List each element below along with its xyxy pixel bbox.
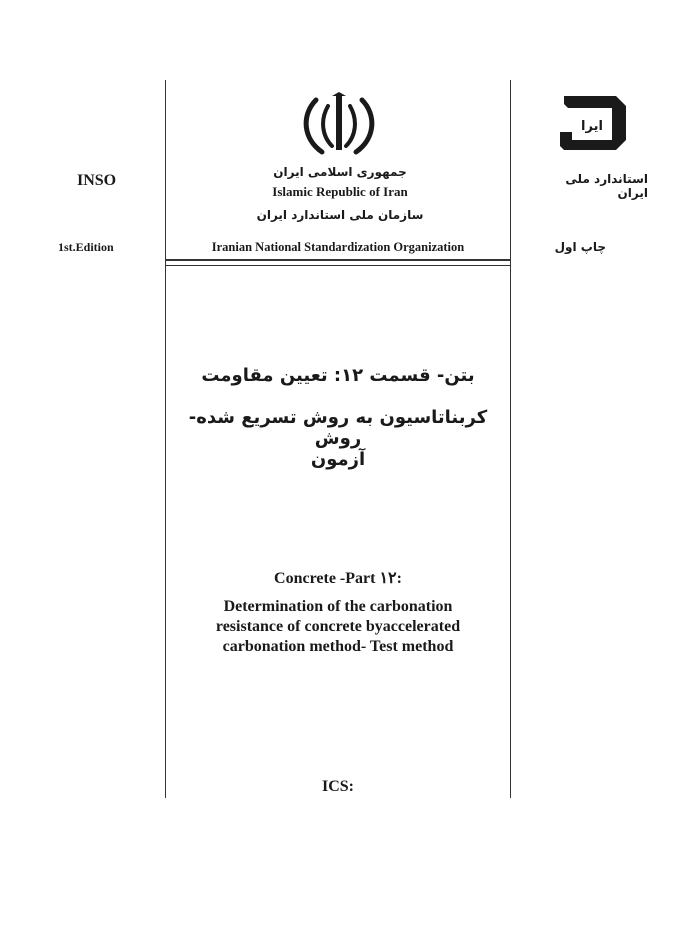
ics-label: ICS:	[321, 778, 354, 795]
iran-emblem-icon	[296, 92, 382, 158]
right-column-rule	[510, 80, 511, 798]
edition-fa: چاپ اول	[554, 240, 606, 254]
country-fa: جمهوری اسلامی ایران	[273, 165, 407, 179]
org-code: INSO	[77, 172, 117, 189]
title-en-line1: Determination of the carbonation	[223, 598, 453, 615]
header-rule	[166, 259, 511, 266]
title-fa-line3: آزمون	[310, 449, 366, 470]
iran-emblem	[296, 92, 382, 158]
left-column-rule	[165, 80, 166, 798]
isiri-logo	[556, 92, 632, 154]
title-fa-line2: کربناتاسیون به روش تسریع شده- روش	[188, 407, 488, 449]
title-en-line3: carbonation method- Test method	[222, 638, 454, 655]
title-fa-line1: بتن- قسمت ۱۲: تعیین مقاومت	[201, 365, 475, 386]
organization-en: Iranian National Standardization Organization	[211, 240, 465, 254]
title-en-part: Concrete -Part ۱۲:	[274, 570, 402, 587]
edition-en: 1st.Edition	[58, 240, 114, 254]
isiri-logo-icon	[556, 92, 632, 154]
country-en: Islamic Republic of Iran	[272, 184, 408, 199]
organization-fa: سازمان ملی استاندارد ایران	[256, 208, 424, 222]
standard-label-fa: استاندارد ملی ایران	[565, 172, 648, 200]
title-en-line2: resistance of concrete byaccelerated	[215, 618, 461, 635]
svg-text:ایرا: ایرا	[581, 119, 603, 134]
